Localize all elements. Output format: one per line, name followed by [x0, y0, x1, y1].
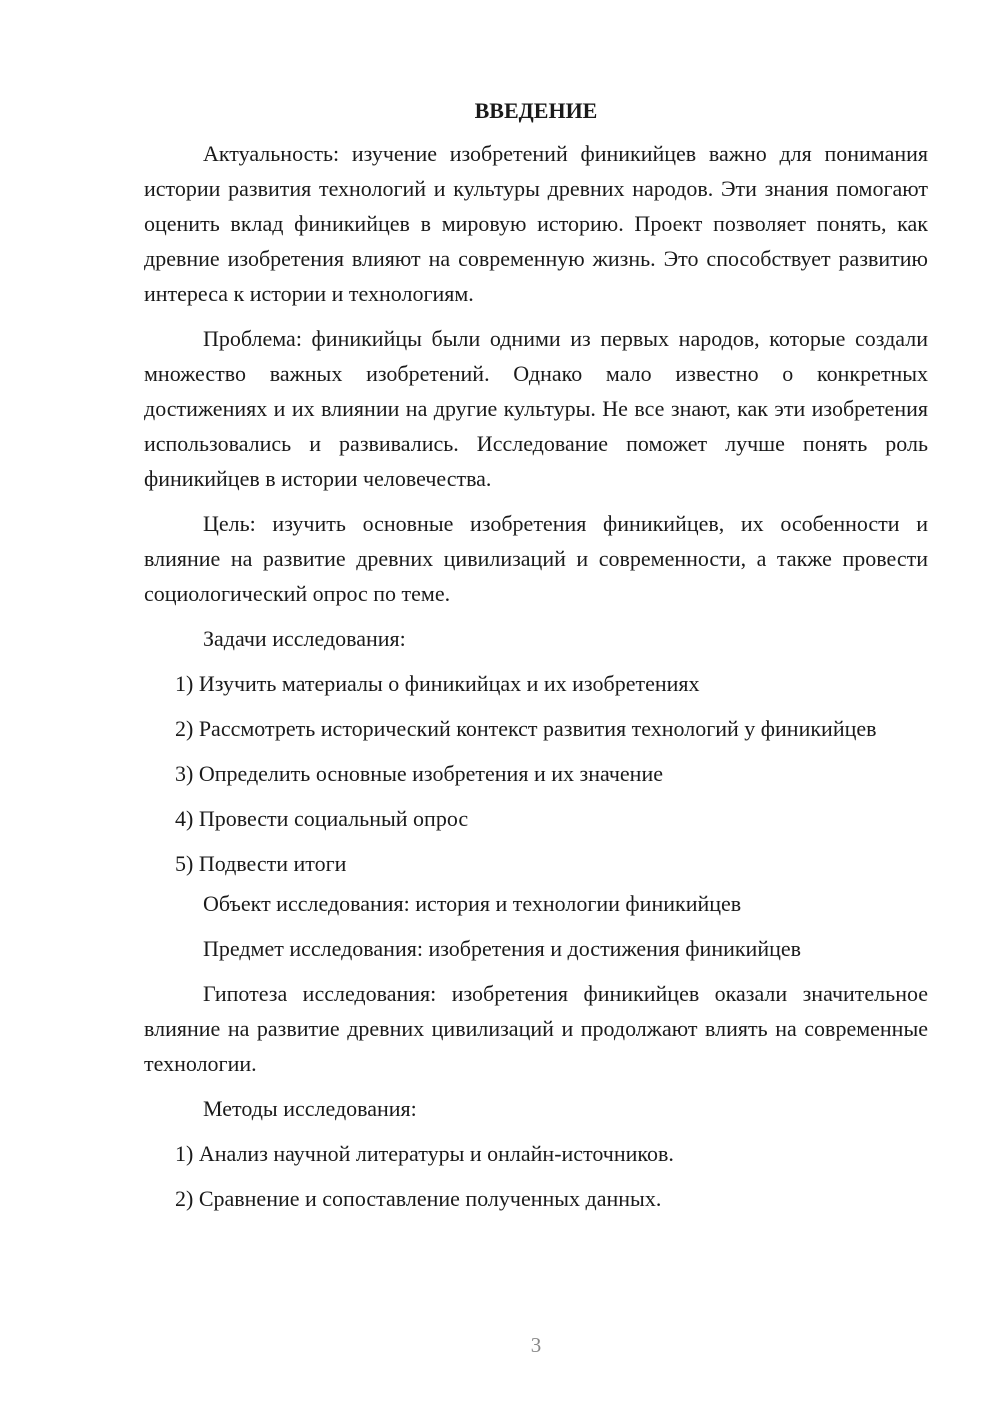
problem-paragraph: Проблема: финикийцы были одними из первых народов, которые создали множество важных изобретений. Однако мало известно о конкретных достижениях и их влиянии на другие культуры. Не все знают, как эти изобретения использовались и развивались. Исследование поможет лучше понять роль финикийцев в истории человечества.	[144, 326, 928, 491]
relevance-paragraph: Актуальность: изучение изобретений финикийцев важно для понимания истории развития технологий и культуры древних народов. Эти знания помогают оценить вклад финикийцев в мировую историю. Проект позволяет понять, как древние изобретения влияют на современную жизнь. Это способствует развитию интереса к истории и технологиям.	[144, 141, 928, 306]
tasks-heading: Задачи исследования:	[203, 626, 406, 651]
task-item: 2) Рассмотреть исторический контекст развития технологий у финикийцев	[175, 716, 877, 741]
task-item: 3) Определить основные изобретения и их значение	[175, 761, 663, 786]
methods-heading: Методы исследования:	[203, 1096, 417, 1121]
task-item: 5) Подвести итоги	[175, 851, 347, 876]
research-subject: Предмет исследования: изобретения и достижения финикийцев	[203, 936, 802, 961]
research-object: Объект исследования: история и технологии финикийцев	[203, 891, 742, 916]
task-item: 4) Провести социальный опрос	[175, 806, 469, 831]
section-title: ВВЕДЕНИЕ	[474, 98, 598, 123]
goal-paragraph: Цель: изучить основные изобретения финикийцев, их особенности и влияние на развитие древних цивилизаций и современности, а также провести социологический опрос по теме.	[144, 511, 928, 606]
hypothesis-paragraph: Гипотеза исследования: изобретения финикийцев оказали значительное влияние на развитие древних цивилизаций и продолжают влиять на современные технологии.	[144, 981, 928, 1076]
page-number: 3	[530, 1333, 542, 1357]
document-page	[144, 96, 928, 1226]
method-item: 1) Анализ научной литературы и онлайн-источников.	[175, 1141, 674, 1166]
task-item: 1) Изучить материалы о финикийцах и их изобретениях	[175, 671, 700, 696]
method-item: 2) Сравнение и сопоставление полученных данных.	[175, 1186, 662, 1211]
